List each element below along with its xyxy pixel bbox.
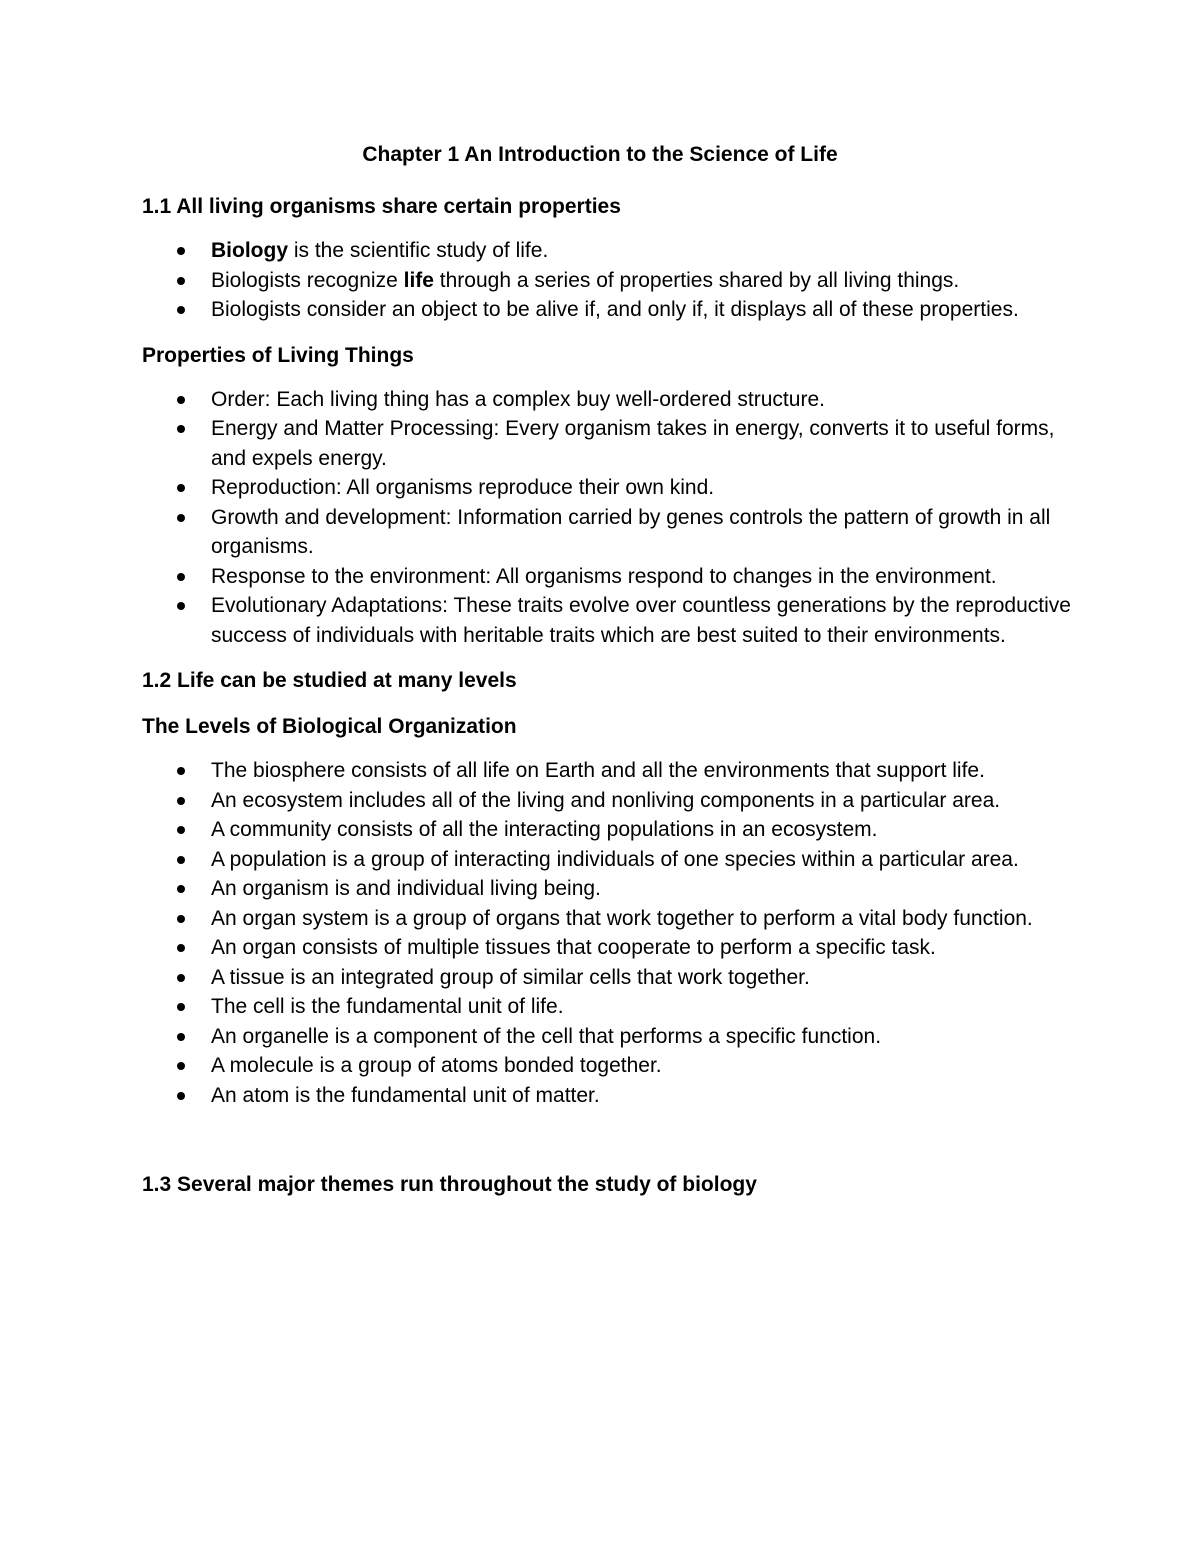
list-item: The cell is the fundamental unit of life. (211, 992, 1071, 1022)
list-item: A community consists of all the interacting populations in an ecosystem. (211, 815, 1071, 845)
bold-term: life (403, 268, 434, 292)
list-item-text: through a series of properties shared by all living things. (433, 268, 960, 292)
page-title: Chapter 1 An Introduction to the Science of Life (362, 143, 838, 166)
properties-list (142, 385, 1071, 651)
section-1-1-list (142, 236, 1071, 325)
list-item: Growth and development: Information carried by genes controls the pattern of growth in all organisms. (211, 503, 1071, 562)
list-item: A molecule is a group of atoms bonded together. (211, 1051, 1071, 1081)
list-item: An ecosystem includes all of the living and nonliving components in a particular area. (211, 786, 1071, 816)
list-item: A population is a group of interacting individuals of one species within a particular area. (211, 845, 1071, 875)
bold-term: Biology (211, 239, 288, 262)
list-item: An organ system is a group of organs that work together to perform a vital body function. (211, 904, 1071, 934)
section-1-1-heading: 1.1 All living organisms share certain properties (142, 195, 621, 218)
properties-heading: Properties of Living Things (142, 343, 414, 367)
list-item (211, 236, 1071, 266)
list-item: Biologists consider an object to be alive if, and only if, it displays all of these properties. (211, 295, 1071, 325)
list-item: An organelle is a component of the cell that performs a specific function. (211, 1022, 1071, 1052)
list-item: Energy and Matter Processing: Every organism takes in energy, converts it to useful forms, and expels energy. (211, 414, 1071, 473)
list-item-text: Biologists recognize (211, 268, 404, 292)
section-1-3-heading: 1.3 Several major themes run throughout the study of biology (142, 1173, 757, 1196)
list-item: An organ consists of multiple tissues that cooperate to perform a specific task. (211, 933, 1071, 963)
list-item: An organism is and individual living being. (211, 874, 1071, 904)
section-1-2-heading: 1.2 Life can be studied at many levels (142, 669, 517, 692)
list-item: Order: Each living thing has a complex buy well-ordered structure. (211, 385, 1071, 415)
list-item-text: is the scientific study of life. (288, 239, 549, 262)
list-item: Evolutionary Adaptations: These traits evolve over countless generations by the reproductive success of individuals with heritable traits which are best suited to their environments. (211, 591, 1071, 650)
list-item: A tissue is an integrated group of similar cells that work together. (211, 963, 1071, 993)
list-item: Reproduction: All organisms reproduce their own kind. (211, 473, 1071, 503)
levels-heading: The Levels of Biological Organization (142, 715, 517, 738)
list-item: The biosphere consists of all life on Earth and all the environments that support life. (211, 756, 1071, 786)
list-item: Response to the environment: All organisms respond to changes in the environment. (211, 562, 1071, 592)
list-item (211, 266, 1071, 296)
list-item: An atom is the fundamental unit of matter. (211, 1081, 1071, 1111)
levels-list (142, 756, 1071, 1110)
